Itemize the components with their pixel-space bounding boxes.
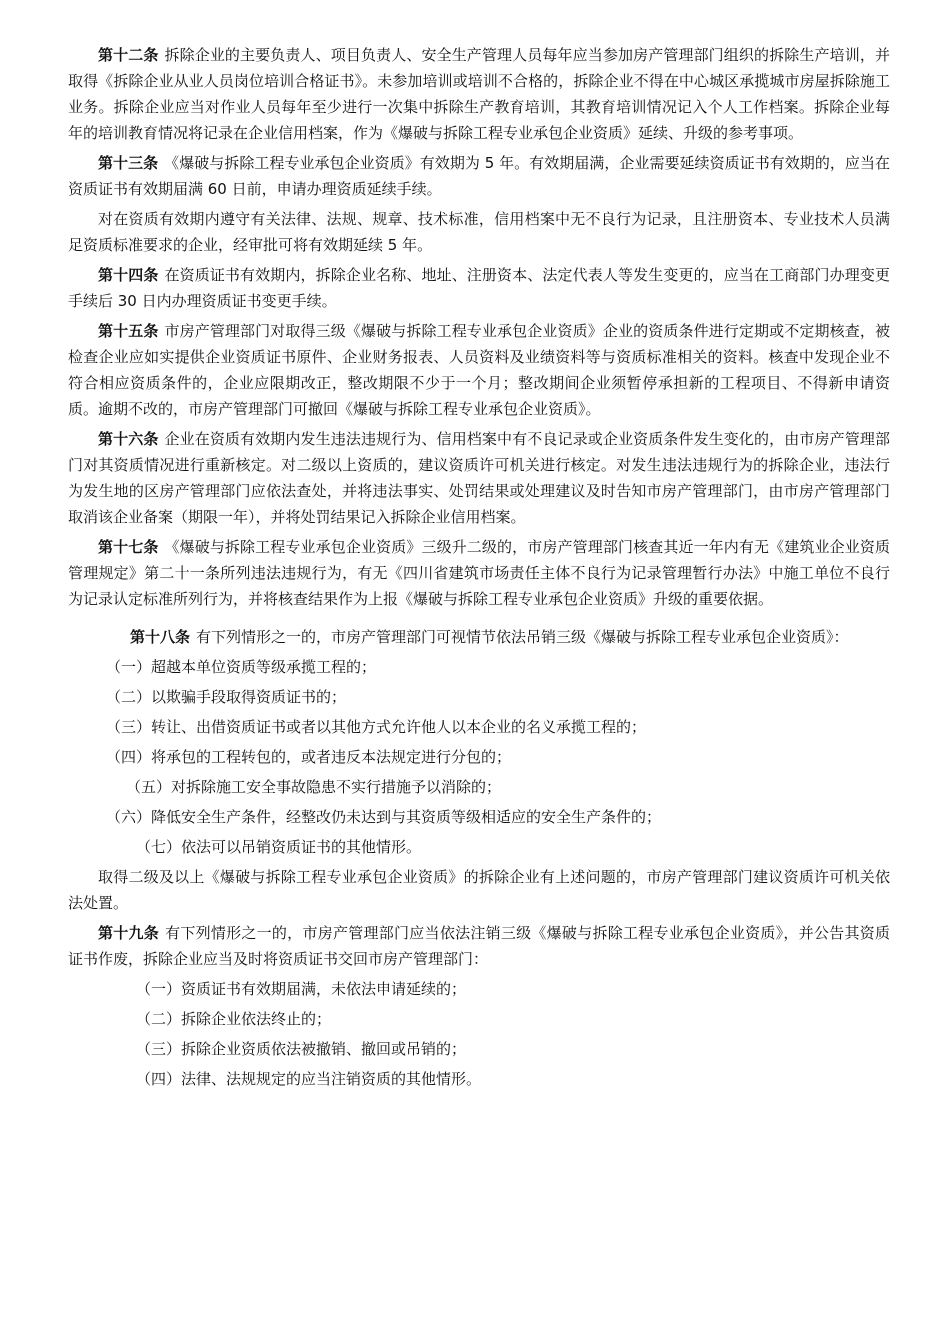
article-title: 第十九条 — [98, 924, 160, 942]
article-14 — [68, 262, 890, 314]
article-13 — [68, 150, 890, 202]
list-item: （一）资质证书有效期届满，未依法申请延续的； — [136, 980, 467, 998]
list-item: （一）超越本单位资质等级承揽工程的； — [106, 658, 377, 676]
article-19 — [68, 920, 890, 972]
list-item: （五）对拆除施工安全事故隐患不实行措施予以消除的； — [126, 778, 502, 796]
article-title: 第十三条 — [98, 154, 159, 172]
article-text: 在资质证书有效期内，拆除企业名称、地址、注册资本、法定代表人等发生变更的，应当在工商部门办理变更手续后 30 日内办理资质证书变更手续。 — [68, 266, 890, 310]
article-15 — [68, 318, 890, 422]
article-text: 市房产管理部门对取得三级《爆破与拆除工程专业承包企业资质》企业的资质条件进行定期或不定期核查，被检查企业应如实提供企业资质证书原件、企业财务报表、人员资料及业绩资料等与资质标准相关的资料。核查中发现企业不符合相应资质条件的，企业应限期改正，整改期限不少于一个月；整改期间企业须暂停承担新的工程项目、不得新申请资质。逾期不改的，市房产管理部门可撤回《爆破与拆除工程专业承包企业资质》。 — [68, 322, 890, 418]
article-text: 《爆破与拆除工程专业承包企业资质》三级升二级的，市房产管理部门核查其近一年内有无《建筑业企业资质管理规定》第二十一条所列违法违规行为，有无《四川省建筑市场责任主体不良行为记录管理暂行办法》中施工单位不良行为记录认定标准所列行为，并将核查结果作为上报《爆破与拆除工程专业承包企业资质》升级的重要依据。 — [68, 538, 890, 608]
article-title: 第十二条 — [98, 46, 159, 64]
list-item: （二）拆除企业依法终止的； — [136, 1010, 332, 1028]
article-18-tail: 取得二级及以上《爆破与拆除工程专业承包企业资质》的拆除企业有上述问题的，市房产管理部门建议资质许可机关依法处置。 — [68, 868, 890, 912]
list-item: （二）以欺骗手段取得资质证书的； — [106, 688, 347, 706]
list-item: （四）法律、法规规定的应当注销资质的其他情形。 — [136, 1070, 482, 1088]
list-item: （三）拆除企业资质依法被撤销、撤回或吊销的； — [136, 1040, 467, 1058]
list-item: （三）转让、出借资质证书或者以其他方式允许他人以本企业的名义承揽工程的； — [106, 718, 647, 736]
article-title: 第十四条 — [98, 266, 159, 284]
document-page — [68, 42, 890, 1092]
article-text: 有下列情形之一的，市房产管理部门应当依法注销三级《爆破与拆除工程专业承包企业资质》，并公告其资质证书作废，拆除企业应当及时将资质证书交回市房产管理部门： — [68, 924, 890, 968]
article-13-paragraph-2: 对在资质有效期内遵守有关法律、法规、规章、技术标准，信用档案中无不良行为记录，且注册资本、专业技术人员满足资质标准要求的企业，经审批可将有效期延续 5 年。 — [68, 210, 890, 254]
article-16 — [68, 426, 890, 530]
article-12 — [68, 42, 890, 146]
article-text: 有下列情形之一的，市房产管理部门可视情节依法吊销三级《爆破与拆除工程专业承包企业资质》： — [196, 628, 849, 646]
article-text: 拆除企业的主要负责人、项目负责人、安全生产管理人员每年应当参加房产管理部门组织的拆除生产培训，并取得《拆除企业从业人员岗位培训合格证书》。未参加培训或培训不合格的，拆除企业不得在中心城区承揽城市房屋拆除施工业务。拆除企业应当对作业人员每年至少进行一次集中拆除生产教育培训，其教育培训情况记入个人工作档案。拆除企业每年的培训教育情况将记录在企业信用档案，作为《爆破与拆除工程专业承包企业资质》延续、升级的参考事项。 — [68, 46, 890, 142]
article-18 — [68, 624, 890, 650]
list-item: （四）将承包的工程转包的，或者违反本法规定进行分包的； — [106, 748, 512, 766]
article-text: 企业在资质有效期内发生违法违规行为、信用档案中有不良记录或企业资质条件发生变化的，由市房产管理部门对其资质情况进行重新核定。对二级以上资质的，建议资质许可机关进行核定。对发生违法违规行为的拆除企业，违法行为发生地的区房产管理部门应依法查处，并将违法事实、处罚结果或处理建议及时告知市房产管理部门，由市房产管理部门取消该企业备案（期限一年），并将处罚结果记入拆除企业信用档案。 — [68, 430, 890, 526]
list-item: （六）降低安全生产条件，经整改仍未达到与其资质等级相适应的安全生产条件的； — [106, 808, 662, 826]
article-title: 第十七条 — [98, 538, 159, 556]
list-item: （七）依法可以吊销资质证书的其他情形。 — [136, 838, 422, 856]
article-title: 第十八条 — [130, 628, 191, 646]
article-title: 第十六条 — [98, 430, 159, 448]
article-text: 《爆破与拆除工程专业承包企业资质》有效期为 5 年。有效期届满，企业需要延续资质证书有效期的，应当在资质证书有效期届满 60 日前，申请办理资质延续手续。 — [68, 154, 890, 198]
article-17 — [68, 534, 890, 612]
article-title: 第十五条 — [98, 322, 159, 340]
